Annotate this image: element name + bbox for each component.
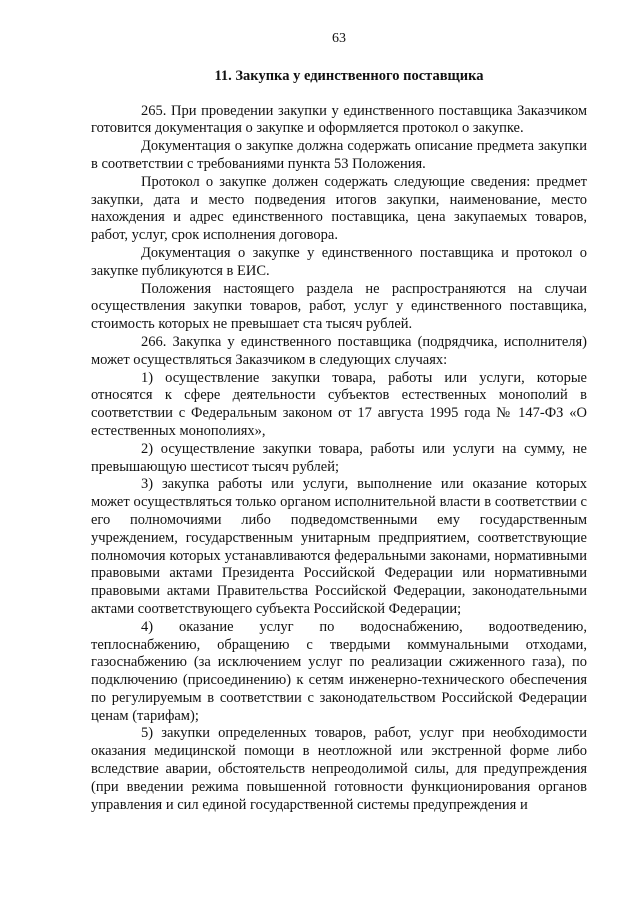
- page-number: 63: [332, 31, 346, 46]
- paragraph-265: 265. При проведении закупки у единственного поставщика Заказчиком готовится документация о закупке и оформляется протокол о закупке.: [91, 102, 587, 137]
- document-body: [91, 103, 587, 815]
- paragraph-protocol: Протокол о закупке должен содержать следующие сведения: предмет закупки, дата и место подведения итогов закупки, наименование, место нахождения и адрес единственного поставщика, цена закупаемых товаров, работ, услуг, срок исполнения договора.: [91, 173, 587, 244]
- paragraph-exclusion: Положения настоящего раздела не распространяются на случаи осуществления закупки товаров, работ, услуг у единственного поставщика, стоимость которых не превышает ста тысяч рублей.: [91, 280, 587, 333]
- list-item-3: 3) закупка работы или услуги, выполнение или оказание которых может осуществляться только органом исполнительной власти в соответствии с его полномочиями либо подведомственными ему государственным учреждением, государственным унитарным предприятием, соответствующие полномочия которых устанавливаются федеральными законами, нормативными правовыми актами Президента Российской Федерации или нормативными правовыми актами Правительства Российской Федерации, законодательными актами соответствующего субъекта Российской Федерации;: [91, 476, 587, 617]
- list-item-1: 1) осуществление закупки товара, работы или услуги, которые относятся к сфере деятельности субъектов естественных монополий в соответствии с Федеральным законом от 17 августа 1995 года № 147-ФЗ «О естественных монополиях»,: [91, 369, 587, 439]
- list-item-4: 4) оказание услуг по водоснабжению, водоотведению, теплоснабжению, обращению с твердыми коммунальными отходами, газоснабжению (за исключением услуг по реализации сжиженного газа), по подключению (присоединению) к сетям инженерно-технического обеспечения по регулируемым в соответствии с законодательством Российской Федерации ценам (тарифам);: [91, 618, 587, 724]
- paragraph-documentation: Документация о закупке должна содержать описание предмета закупки в соответствии с требованиями пункта 53 Положения.: [91, 138, 587, 172]
- section-title: 11. Закупка у единственного поставщика: [214, 67, 484, 84]
- document-page: [91, 30, 587, 814]
- paragraph-266: 266. Закупка у единственного поставщика (подрядчика, исполнителя) может осуществляться Заказчиком в следующих случаях:: [91, 333, 587, 368]
- paragraph-publication: Документация о закупке у единственного поставщика и протокол о закупке публикуются в ЕИС.: [91, 244, 587, 279]
- list-item-2: 2) осуществление закупки товара, работы или услуги на сумму, не превышающую шестисот тысяч рублей;: [91, 440, 587, 475]
- list-item-5: 5) закупки определенных товаров, работ, услуг при необходимости оказания медицинской помощи в неотложной или экстренной форме либо вследствие аварии, обстоятельств непреодолимой силы, для предупреждения (при введении режима повышенной готовности функционирования органов управления и сил единой государственной системы предупреждения и: [91, 725, 587, 813]
